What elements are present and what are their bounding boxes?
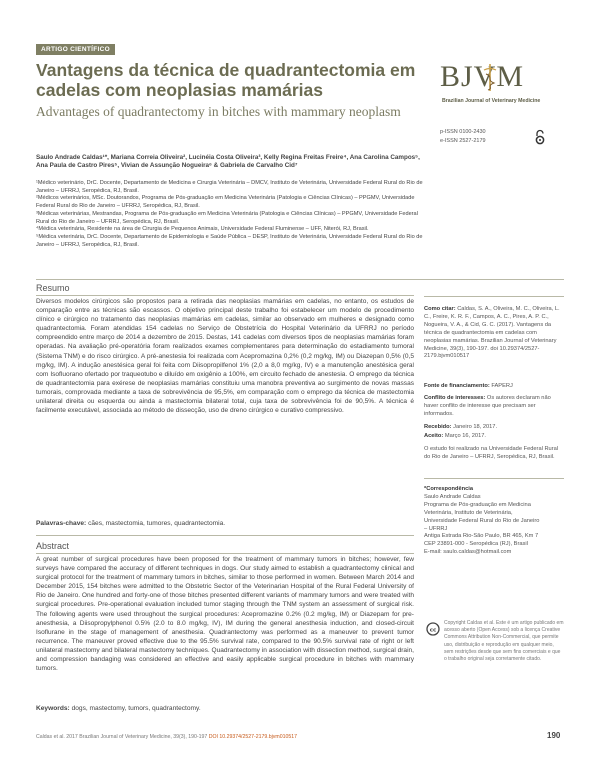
- divider: [424, 296, 564, 297]
- journal-logo: BJVM: [440, 60, 525, 93]
- corr-line: CEP 23891-000 - Seropédica (RJ), Brasil: [424, 541, 528, 548]
- received-block: [424, 424, 564, 432]
- license-text: Copyright Caldas et al. Este é um artigo publicado em acesso aberto (Open Access) sob a licença Creative Commons Attribution Non-Commercial, que permite uso, distribuição e reprodução em qualquer meio, sem restrições desde que sem fins comerciais e que o trabalho original seja corretamente citado.: [444, 620, 564, 663]
- article-title-en: Advantages of quadrantectomy in bitches with mammary neoplasm: [36, 104, 401, 119]
- conflict-block: [424, 395, 564, 419]
- kw-values: dogs, mastectomy, tumors, quadrantectomy.: [71, 705, 201, 712]
- issn-block: [440, 128, 486, 145]
- divider: [36, 295, 414, 296]
- kw-values: cães, mastectomia, tumores, quadrantectomia.: [88, 520, 226, 527]
- pissn: p-ISSN 0100-2430: [440, 129, 486, 135]
- study-place: O estudo foi realizado na Universidade Federal Rural do Rio de Janeiro – UFRRJ, Seropédica, RJ, Brasil.: [424, 446, 559, 460]
- accepted-value: Março 16, 2017.: [444, 433, 486, 439]
- divider: [36, 279, 564, 280]
- corr-line: Antiga Estrada Rio-São Paulo, BR 465, Km 7: [424, 533, 539, 540]
- conflict-label: Conflito de interesses:: [424, 395, 486, 401]
- abstract-heading: Abstract: [36, 541, 70, 551]
- citation-block: [424, 306, 564, 361]
- section-badge: ARTIGO CIENTÍFICO: [36, 44, 115, 55]
- caduceus-icon: [480, 62, 500, 92]
- affiliation: ²Médicos veterinários, MSc. Doutorandos, Programa de Pós-graduação em Medicina Veterinária (Patologia e Ciências Clínicas) – PPGMV, Universidade Federal Rural do Rio de Janeiro – UFRRJ, Seropédica, RJ, Brasil.: [36, 195, 415, 210]
- affiliation: ⁴Médica veterinária, Residente na área de Cirurgia de Pequenos Animais, Universidade Federal Fluminense – UFF, Niterói, RJ, Brasil.: [36, 226, 369, 233]
- journal-name: Brazilian Journal of Veterinary Medicine: [442, 98, 541, 104]
- article-title-pt: Vantagens da técnica de quadrantectomia em cadelas com neoplasias mamárias: [36, 60, 416, 100]
- svg-text:cc: cc: [429, 627, 437, 634]
- corr-line: E-mail: saulo.caldas@hotmail.com: [424, 549, 512, 556]
- abstract-text: A great number of surgical procedures have been proposed for the treatment of mammary tumors in bitches; however, few surveys have compared the accuracy of different techniques in dogs. Our study aimed to establish a quadrantectomy clinical and surgical protocol for the treatment of mammary tumors in bitches, similar to those performed in women. Between March 2014 and December 2015, 154 bitches were admitted to the Obstetric Sector of the Veterinarian Hospital of the Rural Federal University of Rio de Janeiro. One hundred and forty-one of those bitches presented different variants of mammary tumors and were treated with surgical procedures. Pre-operational evaluation included tumor staging through the TNM system an assessment of surgical risk. The following agents were used throughout the surgical procedures: Acepromazine 0.2% (0.2 mg/kg, IM) or Diazepam for pre-anesthesia, a Diisopropylphenol 0.5% (2.0 to 8.0 mg/kg, IV), IM during the general anesthesia induction, and closed-circuit Isoflurane in the stage of management of anesthesia. Quadrantectomy was performed as a maneuver to prevent tumor recurrence. The maneuver proved effective due to the 95.5% survival rate, compared to the 90.5% survival rate of right or left unilateral mastectomy and bilateral mastectomy techniques. Quadrantectomy in association with dissection method, surgical drain, and compression bandaging was considered an effective and easily applicable surgical procedure in bitches with mammary tumors.: [36, 556, 414, 673]
- divider: [36, 535, 414, 536]
- resumo-heading: Resumo: [36, 283, 70, 293]
- creative-commons-icon: [426, 622, 440, 636]
- funding-value: FAPERJ: [491, 383, 513, 389]
- page-number: 190: [547, 731, 561, 740]
- author-list: Saulo Andrade Caldas¹*, Mariana Correia Oliveira², Lucinéia Costa Oliveira³, Kelly Regina Freitas Freire⁴, Ana Carolina Campos⁵, Ana Paula de Castro Pires⁵, Vivian de Assunção Nogueira⁶ & Gabriela de Carvalho Cid⁷: [36, 154, 420, 170]
- conflict-value: Os autores declaram não haver conflito de interesse que precisam ser informados.: [424, 395, 551, 417]
- doi-link[interactable]: DOI 10.29374/2527-2179.bjvm010517: [208, 734, 298, 740]
- resumo-text: Diversos modelos cirúrgicos são propostos para a retirada das neoplasias mamárias em cadelas, no entanto, os estudos de comparação entre as técnicas são escassos. O objetivo principal deste trabalho foi estabelecer um modelo de procedimento clínico e cirúrgico no tratamento das neoplasias mamárias em cadelas, similar ao observado em mulheres e designado como quadrantectomia. Foram atendidas 154 cadelas no Serviço de Obstetrícia do Hospital Veterinário da UFRRJ no período compreendido entre março de 2014 a dezembro de 2015. Destas, 141 cadelas com diversos tipos de neoplasias mamárias foram operadas. Na avaliação pré-operatória foram realizados exames complementares para determinação do estadiamento tumoral (Sistema TNM) e do risco cirúrgico. A pré-anestesia foi realizada com Acepromazina 0,2% (0,2 mg/kg, IM) ou Diazepan 0,5% (0,5 mg/kg, IM). A indução anestésica geral foi feita com Diisopropilfenol 1% (2,0 a 8,0 mg/kg, IV) e a manutenção anestésica geral com Isofluorano ofertado por traqueotubo e diluído em oxigênio a 100%, em circuito fechado de anestesia. O emprego da técnica de quadrantectomia para exérese de neoplasias mamárias constituiu uma manobra preventiva ao surgimento de novas massas tumorais, comprovada mediante a taxa de sobrevivência de 95,5%, em comparação com o emprego da técnica de mastectomia unilateral direita ou esquerda ou ainda a mastectomia bilateral total, cuja taxa de sobrevivência foi de 90,5%. A técnica é facilmente executável, associada ao método de dissecção, uso de dreno cirúrgico e curativo compressivo.: [36, 298, 414, 415]
- palavras-chave: [36, 520, 414, 527]
- page-footer: [36, 734, 297, 740]
- corr-line: Universidade Federal Rural do Rio de Janeiro: [424, 517, 540, 524]
- correspondence-block: [424, 486, 564, 557]
- funding-label: Fonte de financiamento:: [424, 383, 490, 389]
- divider: [424, 478, 564, 479]
- keywords: [36, 705, 414, 712]
- footer-citation: Caldas et al. 2017 Brazilian Journal of Veterinary Medicine, 39(3), 190-197: [36, 734, 208, 740]
- open-access-icon: [534, 129, 546, 145]
- accepted-block: [424, 433, 564, 441]
- kw-label: Keywords:: [36, 705, 70, 712]
- affiliation: ⁵Médica veterinária, DrC. Docente, Departamento de Epidemiologia e Saúde Pública – DESP, Instituto de Veterinária, Universidade Federal Rural do Rio de Janeiro – UFRRJ, Seropédica, RJ, Brasil.: [36, 234, 423, 248]
- corr-line: – UFRRJ: [424, 525, 448, 532]
- divider: [36, 553, 414, 554]
- corr-line: Veterinária, Instituto de Veterinária,: [424, 509, 513, 516]
- received-value: Janeiro 18, 2017.: [453, 424, 498, 430]
- kw-label: Palavras-chave:: [36, 520, 87, 527]
- affiliation: ³Médicas veterinárias, Mestrandas, Programa de Pós-graduação em Medicina Veterinária (Patologia e Ciências Clínicas) – PPGMV, Universidade Federal Rural do Rio de Janeiro – UFRRJ, Seropédica, RJ, Brasil.: [36, 210, 418, 225]
- corr-line: Saulo Andrade Caldas: [424, 493, 481, 500]
- affiliation: ¹Médico veterinário, DrC. Docente, Departamento de Medicina e Cirurgia Veterinária – DMCV, Instituto de Veterinária, Universidade Federal Rural do Rio de Janeiro – UFRRJ, Seropédica, RJ, Brasil.: [36, 180, 423, 194]
- received-label: Recebido:: [424, 424, 452, 430]
- funding-block: [424, 383, 564, 391]
- cite-label: Como citar:: [424, 306, 456, 312]
- corr-line: Programa de Pós-graduação em Medicina: [424, 501, 531, 508]
- corr-label: *Correspondência: [424, 486, 473, 492]
- affiliations: [36, 180, 426, 250]
- eissn: e-ISSN 2527-2179: [440, 137, 486, 144]
- accepted-label: Aceito:: [424, 433, 444, 439]
- cite-text: Caldas, S. A., Oliveira, M. C., Oliveira, L. C., Freire, K. R. F., Campos, A. C., Pires, A. P. C., Nogueira, V. A., & Cid, G. C. (2017). Vantagens da técnica de quadrantectomia em cadelas com neoplasias mamárias. Brazilian Journal of Veterinary Medicine, 39(3), 190-197. doi 10.29374/2527-2179.bjvm010517: [424, 306, 560, 360]
